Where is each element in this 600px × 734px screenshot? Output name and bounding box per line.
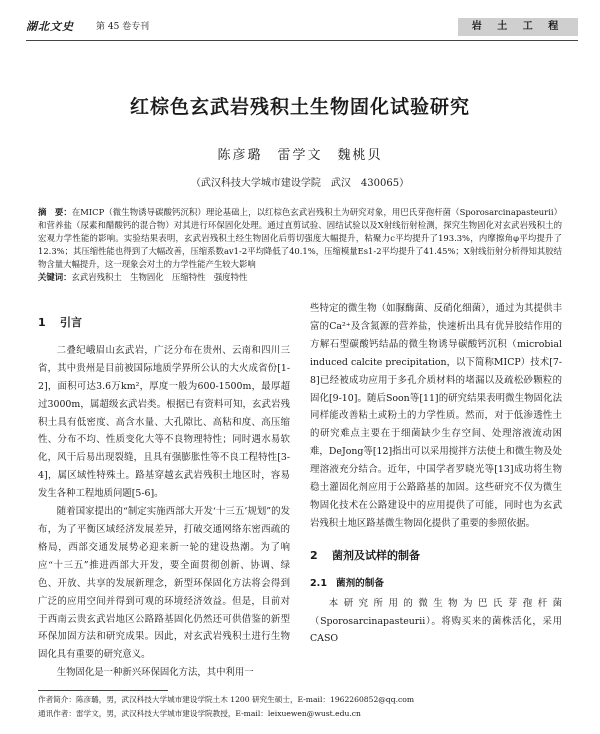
section-title: 菌剂及试样的制备 (332, 548, 420, 562)
intro-paragraph-3: 生物固化是一种新兴环保固化方法，其中利用一 (56, 667, 254, 679)
running-header (26, 18, 578, 41)
subsection-number: 2.1 (310, 577, 327, 589)
subsection-heading-2-1 (310, 575, 562, 593)
journal-name: 湖北文史 (26, 20, 74, 33)
intro-paragraph-1: 二叠纪峨眉山玄武岩，广泛分布在贵州、云南和四川三省，其中贵州是目前被国际地质学界所公认的大火成省份[1-2]，面积可达3.6万km²，厚度一般为600-1500m，最厚超过3000m，属超级玄武岩类。根据已有资料可知，玄武岩残积土具有低密度、高含水量、大孔隙比、高粘和度、高压缩性、分布不均、性质变化大等不良物理特性；同时遇水易软化，风干后易出现裂缝，且具有强膨胀性等不良工程特性[3-4]，属区域性特殊土。路基穿越玄武岩残积土地区时，容易发生各种工程地质问题[5-6]。 (38, 344, 290, 500)
section-title: 引言 (60, 316, 82, 329)
intro-paragraph-2: 随着国家提出的“制定实施西部大开发‘十三五’规划”的发布，为了平衡区域经济发展差异，打破交通网络东密西疏的格局，西部交通发展势必迎来新一轮的建设热潮。为了响应“十三五”推进西部大开发，要全面贯彻创新、协调、绿色、开放、共享的发展新理念，新型环保固化方法将会得到广泛的应用空间并得到可观的环境经济效益。但是，目前对于西南云贵玄武岩地区公路路基固化仍然还可供借鉴的新型环保加固方法和研究成果。因此，对玄武岩残积土进行生物固化具有重要的研究意义。 (38, 506, 290, 661)
keywords-label: 关键词： (38, 272, 72, 282)
paper-authors: 陈彦璐 雷学文 魏桃贝 (217, 148, 383, 163)
section-heading-bacteria (310, 547, 562, 565)
right-column (310, 300, 562, 648)
keywords-text: 玄武岩残积土 生物固化 压缩特性 强度特性 (71, 272, 248, 282)
abstract-text: 在MICP（微生物诱导碳酸钙沉积）理论基础上，以红棕色玄武岩残积土为研究对象，用巴氏芽孢杆菌（Sporosarcinapasteurii）和营养盐（尿素和醋酸钙的混合物）对其进行环保固化处理。通过直剪试验、固结试验以及X射线衍射检测，探究生物固化对玄武岩残积土的宏观力学性能的影响。实验结果表明，玄武岩残积土经生物固化后剪切强度大幅提升，粘聚力c平均提升了193.3%，内摩擦角φ平均提升了12.3%；其压缩性能也得到了大幅改善，压缩系数av1-2平均降低了40.1%，压缩模量Es1-2平均提升了41.45%；X射线衍射分析得知其胶结物含量大幅提升，这一现象会对土的力学性能产生较大影响 (38, 207, 563, 269)
subsection-title: 菌剂的制备 (336, 577, 384, 589)
footnote-corresponding: 通讯作者：雷学文，男，武汉科技大学城市建设学院教授，E-mail：leixuewen@wust.edu.cn (38, 709, 361, 718)
bacteria-paragraph: 本研究所用的微生物为巴氏芽孢杆菌（Sporosarcinapasteurii）。将购买来的菌株活化，采用 CASO (310, 597, 562, 645)
abstract-label: 摘 要： (38, 207, 72, 217)
volume-label: 第 45 卷专刊 (96, 22, 150, 32)
keywords (38, 271, 562, 284)
section-tag: 岩 土 工 程 (458, 18, 578, 36)
footnote-divider (38, 690, 168, 691)
intro-paragraph-continued: 些特定的微生物（如脲酶菌、反硝化细菌），通过为其提供丰富的Ca²⁺及含氮源的营养盐，快速析出具有优异胶结作用的方解石型碳酸钙结晶的微生物诱导碳酸钙沉积（microbial induced calcite precipitation，以下简称MICP）技术[7-8]已经被成功应用于多孔介质材料的堵漏以及疏松砂颗粒的固化[9-10]。随后Soon等[11]的研究结果表明微生物固化法同样能改善粘土或粉土的力学性质。然而，对于低渗透性土的研究难点主要在于细菌缺少生存空间、处理溶液流动困难，DeJong等[12]指出可以采用搅拌方法使土和微生物及处理溶液充分结合。近年，中国学者罗晓光等[13]成功将生物稳土灌固化剂应用于公路路基的加固。这些研究不仅为微生物固化技术在公路建设中的应用提供了可能，同时也为玄武岩残积土地区路基微生物固化提供了重要的参照依据。 (310, 303, 562, 529)
section-number: 2 (310, 548, 318, 562)
paper-affiliation: （武汉科技大学城市建设学院 武汉 430065） (190, 178, 410, 189)
abstract (38, 206, 562, 271)
section-heading-intro (38, 314, 290, 332)
footnote-author: 作者简介：陈彦璐，男，武汉科技大学城市建设学院土木 1200 研究生硕士，E-mail：1962260852@qq.com (38, 695, 415, 704)
left-column (38, 300, 290, 682)
paper-title: 红棕色玄武岩残积土生物固化试验研究 (129, 96, 470, 118)
section-number: 1 (38, 316, 46, 329)
